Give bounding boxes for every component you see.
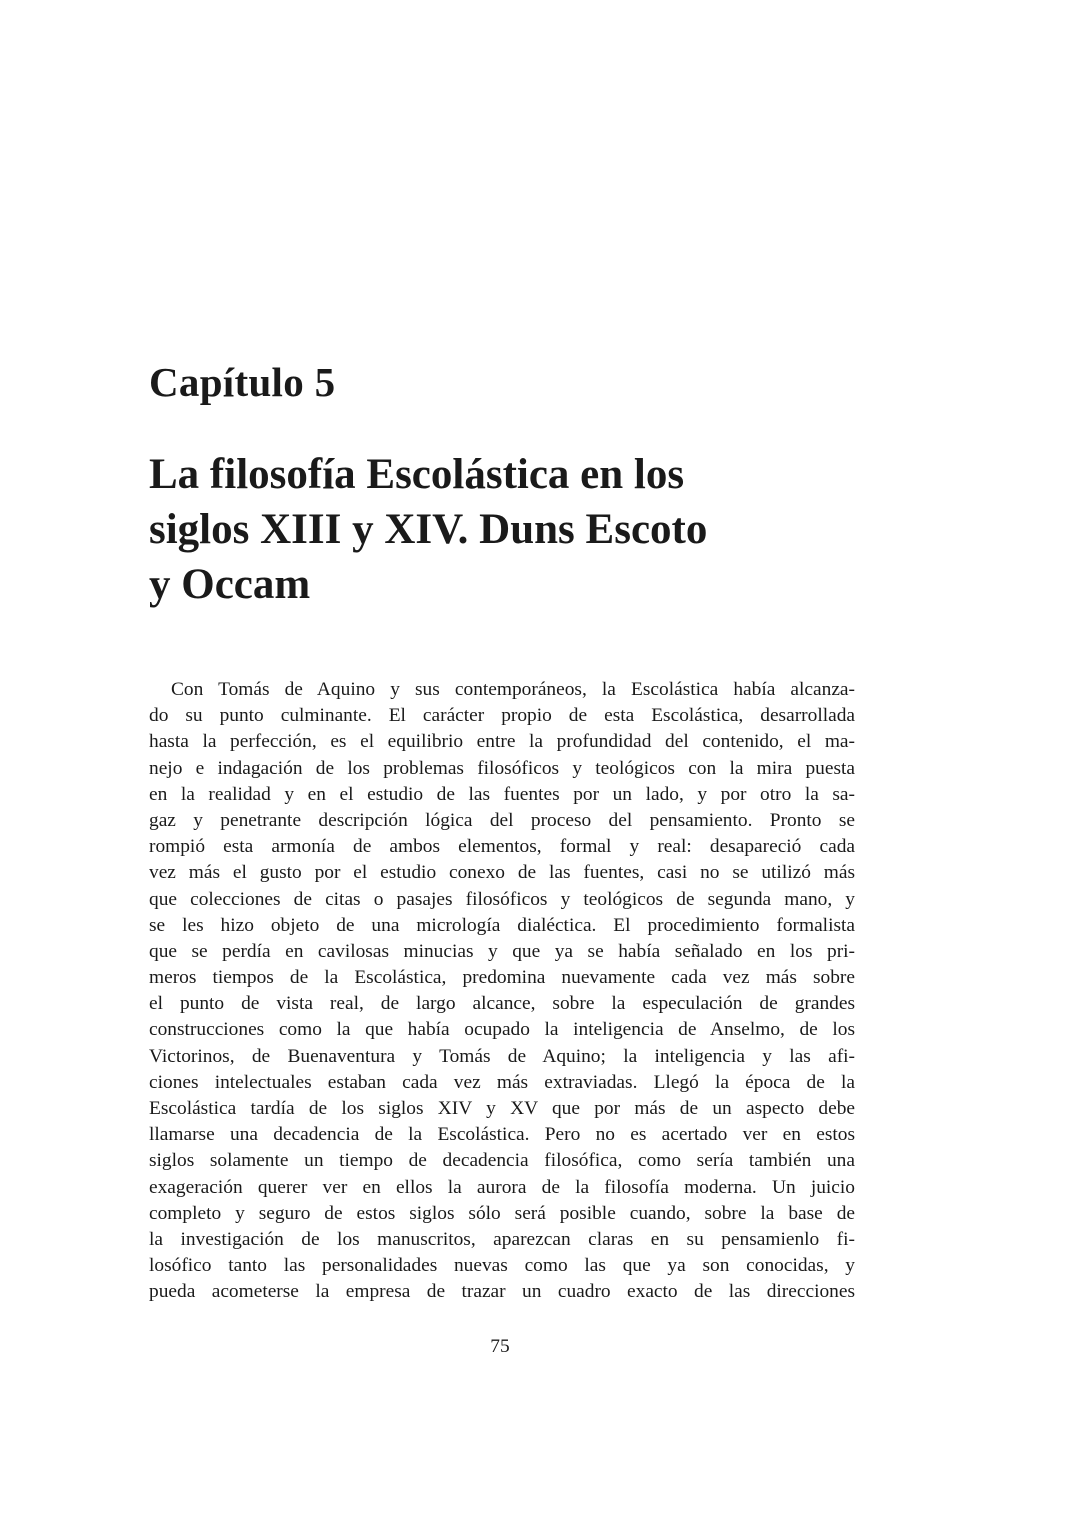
text-line: meros tiempos de la Escolástica, predomina nuevamente cada vez más sobre [149,967,855,989]
text-line: pueda acometerse la empresa de trazar un cuadro exacto de las direcciones [149,1281,855,1303]
text-line: se les hizo objeto de una micrología dialéctica. El procedimiento formalista [149,914,855,936]
body-paragraph [149,677,855,1306]
text-line: losófico tanto las personalidades nuevas como las que ya son conocidas, y [149,1255,855,1277]
text-line: el punto de vista real, de largo alcance, sobre la especulación de grandes [149,993,855,1015]
text-line: construcciones como la que había ocupado la inteligencia de Anselmo, de los [149,1019,855,1041]
text-line: Victorinos, de Buenaventura y Tomás de Aquino; la inteligencia y las afi- [149,1045,855,1067]
chapter-label: Capítulo 5 [149,359,336,405]
text-line: llamarse una decadencia de la Escolástica. Pero no es acertado ver en estos [149,1124,855,1146]
text-line: rompió esta armonía de ambos elementos, formal y real: desapareció cada [149,836,855,858]
text-line: en la realidad y en el estudio de las fuentes por un lado, y por otro la sa- [149,783,855,805]
text-line: completo y seguro de estos siglos sólo será posible cuando, sobre la base de [149,1202,855,1224]
text-line: Con Tomás de Aquino y sus contemporáneos, la Escolástica había alcanza- [171,679,855,700]
chapter-title-line: y Occam [149,561,311,608]
text-line: vez más el gusto por el estudio conexo de las fuentes, casi no se utilizó más [149,862,855,884]
text-line: do su punto culminante. El carácter propio de esta Escolástica, desarrollada [149,705,855,727]
text-line: exageración querer ver en ellos la aurora de la filosofía moderna. Un juicio [149,1176,855,1198]
chapter-title [149,447,909,612]
text-line: ciones intelectuales estaban cada vez más extraviadas. Llegó la época de la [149,1071,855,1093]
chapter-title-line: siglos XIII y XIV. Duns Escoto [149,506,708,553]
page-number: 75 [490,1336,510,1357]
text-line: siglos solamente un tiempo de decadencia filosófica, como sería también una [149,1150,855,1172]
text-line: hasta la perfección, es el equilibrio entre la profundidad del contenido, el ma- [149,731,855,753]
text-line: Escolástica tardía de los siglos XIV y XV que por más de un aspecto debe [149,1098,855,1119]
text-line: la investigación de los manuscritos, aparezcan claras en su pensamienlo fi- [149,1228,855,1250]
text-line: gaz y penetrante descripción lógica del proceso del pensamiento. Pronto se [149,809,855,831]
text-line: que se perdía en cavilosas minucias y que ya se había señalado en los pri- [149,940,855,962]
chapter-title-line: La filosofía Escolástica en los [149,451,685,498]
text-line: que colecciones de citas o pasajes filosóficos y teológicos de segunda mano, y [149,888,855,910]
text-line: nejo e indagación de los problemas filosóficos y teológicos con la mira puesta [149,757,855,779]
